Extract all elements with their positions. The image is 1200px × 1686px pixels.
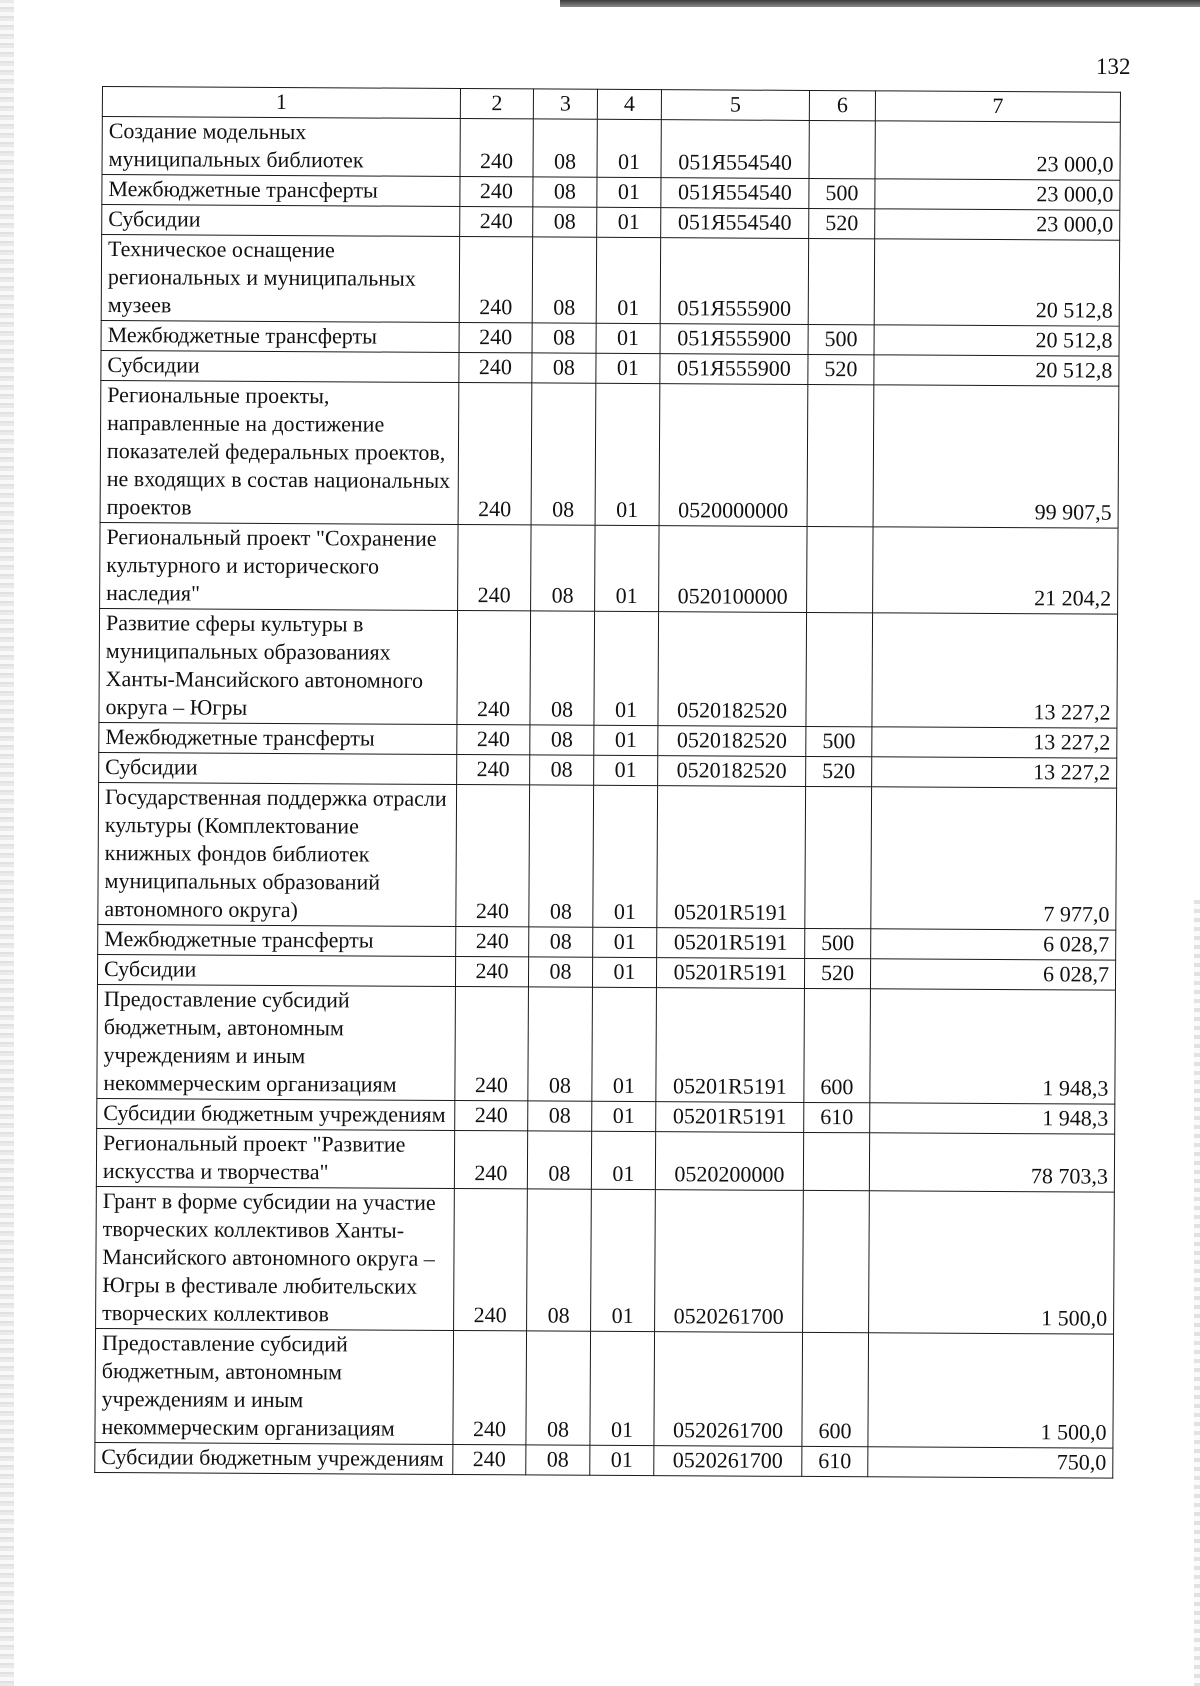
- row-target-code-cell: 051Я554540: [661, 208, 809, 239]
- header-col-3: 3: [533, 89, 597, 119]
- row-admin-code-cell: 240: [453, 1444, 526, 1474]
- table-row: [102, 117, 1120, 181]
- row-amount-cell: 1 948,3: [870, 989, 1116, 1104]
- row-expense-type-cell: 520: [808, 354, 874, 384]
- row-target-code-cell: 05201R5191: [656, 1102, 804, 1133]
- table-row: [100, 380, 1119, 528]
- table-row: [99, 608, 1118, 728]
- row-target-code-cell: 051Я554540: [661, 178, 809, 209]
- header-col-5: 5: [661, 90, 809, 121]
- row-subsection-cell: 01: [593, 927, 657, 957]
- row-expense-type-cell: 610: [804, 1102, 870, 1132]
- table-body: [95, 87, 1121, 1479]
- row-target-code-cell: 0520100000: [659, 526, 807, 613]
- row-subsection-cell: 01: [593, 785, 658, 927]
- table-row: [100, 522, 1118, 614]
- row-admin-code-cell: 240: [459, 236, 532, 322]
- row-expense-type-cell: 610: [802, 1446, 868, 1476]
- row-section-cell: 08: [530, 725, 594, 755]
- row-target-code-cell: 0520261700: [655, 1190, 804, 1333]
- row-expense-type-cell: [803, 1132, 869, 1190]
- row-admin-code-cell: 240: [454, 1188, 528, 1330]
- row-name-cell: Государственная поддержка отрасли культуры (Комплектование книжных фондов библиотек муниципальных образований автономного округа): [98, 782, 457, 926]
- row-name-cell: Межбюджетные трансферты: [99, 722, 457, 754]
- row-subsection-cell: 01: [597, 119, 661, 177]
- row-target-code-cell: 05201R5191: [657, 786, 806, 929]
- row-amount-cell: 13 227,2: [872, 727, 1117, 758]
- header-col-1: 1: [102, 87, 460, 119]
- row-section-cell: 08: [532, 237, 596, 323]
- row-name-cell: Техническое оснащение региональных и муниципальных музеев: [101, 235, 459, 323]
- row-expense-type-cell: [803, 1190, 870, 1332]
- row-section-cell: 08: [527, 1189, 592, 1331]
- row-expense-type-cell: 600: [802, 1332, 869, 1446]
- table-row: [96, 1128, 1114, 1192]
- row-expense-type-cell: 600: [804, 988, 871, 1102]
- row-subsection-cell: 01: [597, 207, 661, 237]
- row-section-cell: 08: [531, 525, 595, 611]
- row-amount-cell: 23 000,0: [875, 121, 1120, 180]
- row-target-code-cell: 05201R5191: [656, 988, 805, 1103]
- row-admin-code-cell: 240: [458, 524, 531, 610]
- page-number: 132: [1096, 54, 1131, 79]
- row-expense-type-cell: [806, 612, 873, 726]
- row-subsection-cell: 01: [595, 525, 659, 611]
- row-subsection-cell: 01: [595, 383, 660, 525]
- row-target-code-cell: 051Я555900: [660, 238, 808, 325]
- row-admin-code-cell: 240: [455, 956, 528, 986]
- row-subsection-cell: 01: [592, 957, 656, 987]
- row-admin-code-cell: 240: [458, 382, 532, 524]
- row-expense-type-cell: [805, 786, 872, 928]
- row-admin-code-cell: 240: [460, 207, 533, 237]
- row-admin-code-cell: 240: [454, 1130, 527, 1188]
- document-sheet: [94, 86, 1120, 1479]
- row-section-cell: 08: [529, 927, 593, 957]
- row-amount-cell: 23 000,0: [875, 209, 1120, 240]
- row-name-cell: Субсидии бюджетным учреждениям: [95, 1442, 453, 1474]
- row-amount-cell: 99 907,5: [873, 385, 1119, 528]
- row-section-cell: 08: [530, 755, 594, 785]
- row-section-cell: 08: [533, 207, 597, 237]
- row-section-cell: 08: [526, 1445, 590, 1475]
- row-target-code-cell: 051Я554540: [661, 120, 809, 179]
- row-target-code-cell: 051Я555900: [660, 354, 808, 385]
- row-name-cell: Предоставление субсидий бюджетным, автономным учреждениям и иным некоммерческим организациям: [97, 984, 456, 1100]
- row-target-code-cell: 0520000000: [659, 384, 808, 527]
- row-amount-cell: 78 703,3: [869, 1133, 1114, 1192]
- row-subsection-cell: 01: [592, 987, 657, 1101]
- row-section-cell: 08: [528, 1101, 592, 1131]
- row-expense-type-cell: [807, 384, 874, 526]
- row-name-cell: Развитие сферы культуры в муниципальных образованиях Ханты-Мансийского автономного округа – Югры: [99, 608, 458, 724]
- row-admin-code-cell: 240: [455, 986, 529, 1100]
- row-subsection-cell: 01: [596, 237, 660, 323]
- row-section-cell: 08: [528, 987, 593, 1101]
- row-name-cell: Предоставление субсидий бюджетным, автономным учреждениям и иным некоммерческим организациям: [95, 1328, 454, 1444]
- row-subsection-cell: 01: [594, 725, 658, 755]
- row-amount-cell: 21 204,2: [873, 527, 1118, 614]
- row-amount-cell: 7 977,0: [871, 787, 1117, 930]
- row-amount-cell: 6 028,7: [870, 959, 1115, 990]
- table-row: [95, 1328, 1114, 1448]
- table-row: [101, 235, 1119, 327]
- row-name-cell: Субсидии бюджетным учреждениям: [97, 1098, 455, 1130]
- row-target-code-cell: 05201R5191: [657, 928, 805, 959]
- row-subsection-cell: 01: [596, 323, 660, 353]
- row-name-cell: Субсидии: [102, 205, 460, 237]
- row-admin-code-cell: 240: [457, 724, 530, 754]
- row-subsection-cell: 01: [590, 1331, 655, 1445]
- row-amount-cell: 1 500,0: [868, 1333, 1114, 1448]
- row-section-cell: 08: [530, 611, 595, 725]
- scan-edge-left: [0, 0, 14, 1686]
- row-expense-type-cell: [809, 120, 875, 178]
- scan-edge-right: [1194, 900, 1200, 1686]
- row-name-cell: Региональный проект "Развитие искусства и творчества": [96, 1128, 454, 1188]
- table-row: [98, 782, 1117, 930]
- row-section-cell: 08: [532, 323, 596, 353]
- row-admin-code-cell: 240: [459, 352, 532, 382]
- header-col-7: 7: [875, 91, 1120, 122]
- row-name-cell: Субсидии: [99, 752, 457, 784]
- row-target-code-cell: 0520182520: [658, 756, 806, 787]
- row-subsection-cell: 01: [596, 353, 660, 383]
- row-admin-code-cell: 240: [455, 1100, 528, 1130]
- row-target-code-cell: 0520200000: [655, 1132, 803, 1191]
- row-amount-cell: 1 948,3: [870, 1103, 1115, 1134]
- row-amount-cell: 20 512,8: [874, 355, 1119, 386]
- row-admin-code-cell: 240: [457, 610, 531, 724]
- row-subsection-cell: 01: [594, 611, 659, 725]
- row-name-cell: Субсидии: [101, 350, 459, 382]
- row-subsection-cell: 01: [591, 1189, 656, 1331]
- row-subsection-cell: 01: [592, 1101, 656, 1131]
- row-admin-code-cell: 240: [457, 754, 530, 784]
- row-expense-type-cell: 500: [808, 324, 874, 354]
- row-name-cell: Создание модельных муниципальных библиотек: [102, 117, 460, 177]
- row-section-cell: 08: [533, 119, 597, 177]
- row-amount-cell: 20 512,8: [874, 239, 1119, 326]
- row-name-cell: Грант в форме субсидии на участие творческих коллективов Ханты-Мансийского автономного округа – Югры в фестивале любительских творческих коллективов: [96, 1186, 455, 1330]
- row-expense-type-cell: [808, 238, 874, 324]
- row-admin-code-cell: 240: [453, 1330, 527, 1444]
- row-target-code-cell: 0520182520: [658, 612, 807, 727]
- scan-edge-top: [560, 0, 1200, 7]
- row-name-cell: Региональные проекты, направленные на достижение показателей федеральных проектов, не входящих в состав национальных проектов: [100, 380, 459, 524]
- row-amount-cell: 6 028,7: [871, 929, 1116, 960]
- row-amount-cell: 1 500,0: [869, 1191, 1115, 1334]
- row-expense-type-cell: 500: [806, 726, 872, 756]
- row-admin-code-cell: 240: [456, 784, 530, 926]
- row-target-code-cell: 05201R5191: [656, 958, 804, 989]
- row-section-cell: 08: [526, 1331, 591, 1445]
- row-admin-code-cell: 240: [456, 926, 529, 956]
- row-amount-cell: 750,0: [868, 1447, 1113, 1478]
- row-expense-type-cell: 520: [806, 756, 872, 786]
- row-subsection-cell: 01: [594, 755, 658, 785]
- row-section-cell: 08: [531, 383, 596, 525]
- row-section-cell: 08: [533, 177, 597, 207]
- table-row: [95, 1442, 1113, 1478]
- row-subsection-cell: 01: [591, 1131, 655, 1189]
- table-row: [96, 1186, 1115, 1334]
- row-expense-type-cell: 520: [809, 208, 875, 238]
- row-admin-code-cell: 240: [460, 177, 533, 207]
- header-col-6: 6: [809, 90, 875, 120]
- header-col-2: 2: [460, 89, 533, 119]
- row-name-cell: Региональный проект "Сохранение культурного и исторического наследия": [100, 522, 458, 610]
- row-target-code-cell: 0520182520: [658, 726, 806, 757]
- row-expense-type-cell: [807, 526, 873, 612]
- row-amount-cell: 23 000,0: [875, 179, 1120, 210]
- row-section-cell: 08: [529, 785, 594, 927]
- header-col-4: 4: [597, 89, 661, 119]
- row-expense-type-cell: 500: [805, 928, 871, 958]
- row-expense-type-cell: 520: [804, 958, 870, 988]
- row-subsection-cell: 01: [597, 177, 661, 207]
- row-amount-cell: 13 227,2: [872, 757, 1117, 788]
- row-admin-code-cell: 240: [459, 322, 532, 352]
- row-name-cell: Межбюджетные трансферты: [98, 924, 456, 956]
- row-admin-code-cell: 240: [460, 119, 533, 177]
- row-name-cell: Субсидии: [97, 954, 455, 986]
- table-row: [97, 984, 1116, 1104]
- row-section-cell: 08: [528, 957, 592, 987]
- row-target-code-cell: 0520261700: [654, 1446, 802, 1477]
- row-expense-type-cell: 500: [809, 178, 875, 208]
- row-amount-cell: 13 227,2: [872, 613, 1118, 728]
- row-name-cell: Межбюджетные трансферты: [102, 175, 460, 207]
- budget-table: [94, 86, 1121, 1479]
- row-section-cell: 08: [532, 353, 596, 383]
- row-subsection-cell: 01: [590, 1445, 654, 1475]
- row-section-cell: 08: [527, 1131, 591, 1189]
- row-amount-cell: 20 512,8: [874, 325, 1119, 356]
- row-target-code-cell: 0520261700: [654, 1332, 803, 1447]
- row-name-cell: Межбюджетные трансферты: [101, 320, 459, 352]
- row-target-code-cell: 051Я555900: [660, 324, 808, 355]
